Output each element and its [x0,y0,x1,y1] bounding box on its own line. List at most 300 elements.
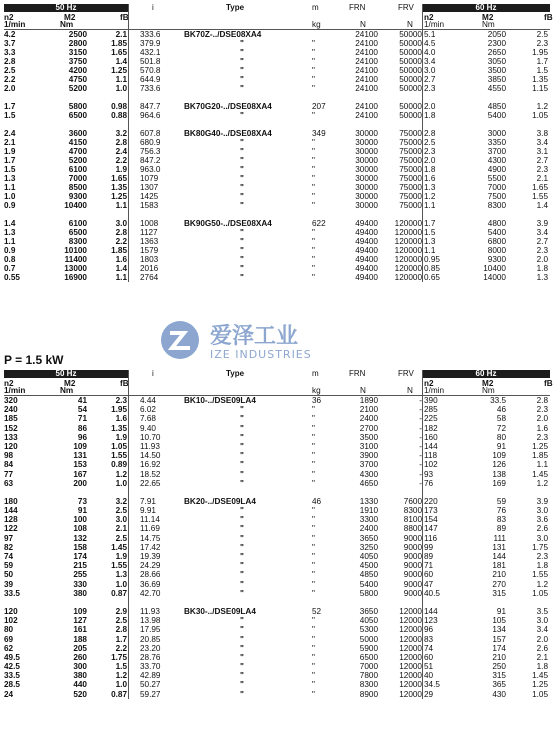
column-divider [422,4,423,282]
cell-i: 4.44 [140,396,156,405]
cell-n2: 144 [4,506,18,516]
cell-m2-60: 91 [496,606,506,616]
cell-m2-60: 430 [492,689,506,699]
cell-m2: 520 [73,689,87,699]
table-row [4,690,550,699]
cell-n2-60: 1.3 [424,237,436,246]
cell-m2-60: 3350 [487,138,506,147]
cell-n2-60: 0.65 [424,273,440,282]
cell-i: 10.70 [140,432,161,442]
cell-n2-60: 1.1 [424,201,436,210]
cell-i: 28.66 [140,570,161,580]
table-row [4,442,550,451]
cell-m2: 8300 [68,237,87,246]
cell-i: 432.1 [140,48,161,57]
cell-frn: 49400 [355,264,378,273]
gear-type: BK70Z-../DSE08XA4 [184,30,262,39]
cell-i: 680.9 [140,138,161,147]
gear-type: BK70G20-../DSE08XA4 [184,102,272,111]
cell-i: 42.70 [140,588,161,598]
cell-m2: 330 [73,579,87,589]
cell-n2: 1.7 [4,102,16,111]
cell-i: 963.0 [140,165,161,174]
cell-m2: 4150 [68,138,87,147]
cell-frn: 24100 [355,102,378,111]
cell-frv: 9000 [403,561,422,571]
table-row [4,147,550,156]
cell-fb-60: 2.6 [536,643,548,653]
table-row [4,433,550,442]
table-row [4,228,550,237]
cell-m2-60: 83 [496,515,506,525]
weight: 36 [312,396,322,405]
ditto-mark: " [312,156,315,165]
cell-frv: 12000 [399,643,422,653]
cell-m2-60: 3700 [487,147,506,156]
cell-frv: 9000 [403,533,422,543]
cell-m2-60: 4850 [487,102,506,111]
cell-n2: 0.9 [4,246,16,255]
table-row [4,479,550,488]
cell-m2-60: 210 [492,570,506,580]
sub-col_fb: fB [120,379,129,388]
ditto-mark: " [240,423,244,433]
cell-m2: 260 [73,652,87,662]
cell-m2-60: 80 [496,432,506,442]
cell-i: 847.2 [140,156,161,165]
cell-fb-60: 1.6 [536,423,548,433]
cell-frn: 24100 [355,48,378,57]
cell-frv: - [419,460,422,470]
cell-frv: - [419,423,422,433]
ditto-mark: " [240,183,244,192]
ditto-mark: " [240,192,244,201]
cell-i: 379.9 [140,39,161,48]
cell-frn: 24100 [355,111,378,120]
unit-u_kg-2: kg [312,20,321,29]
cell-frv: 75000 [399,174,422,183]
ditto-mark: " [312,138,315,147]
cell-fb-60: 3.5 [536,606,548,616]
cell-frv: 9000 [403,579,422,589]
cell-m2: 108 [73,524,87,534]
unit-u_N2-4: N [407,386,413,395]
cell-n2-60: 29 [424,689,434,699]
cell-n2: 128 [4,515,18,525]
table-row [4,644,550,653]
cell-n2: 1.3 [4,174,16,183]
table-row [4,589,550,598]
ditto-mark: " [240,237,244,246]
cell-fb-60: 1.15 [532,84,548,93]
cell-fb-60: 2.7 [536,237,548,246]
cell-n2: 120 [4,606,18,616]
cell-n2: 42.5 [4,662,20,672]
gear-type: BK20-../DSE09LA4 [184,496,256,506]
cell-frv: 50000 [399,111,422,120]
table-row [4,255,550,264]
cell-n2: 102 [4,616,18,626]
cell-frv: - [419,451,422,461]
cell-fb: 0.87 [111,689,127,699]
cell-n2: 49.5 [4,652,20,662]
cell-frn: 2700 [359,423,378,433]
cell-m2-60: 210 [492,652,506,662]
table-row [4,39,550,48]
cell-fb: 1.4 [115,57,127,66]
cell-m2: 167 [73,469,87,479]
table-row [4,524,550,533]
cell-frv: 75000 [399,183,422,192]
cell-fb: 2.5 [115,616,127,626]
cell-m2: 131 [73,451,87,461]
cell-fb-60: 1.75 [532,542,548,552]
cell-frn: 4500 [359,561,378,571]
cell-i: 17.95 [140,625,161,635]
table-row [4,264,550,273]
cell-frv: 50000 [399,57,422,66]
cell-n2-60: 60 [424,652,434,662]
cell-m2-60: 5400 [487,111,506,120]
gear-type: BK10-../DSE09LA4 [184,396,256,405]
weight: 349 [312,129,326,138]
cell-frv: 8800 [403,524,422,534]
cell-m2: 13000 [64,264,87,273]
cell-n2: 2.2 [4,75,16,84]
ditto-mark: " [240,506,244,516]
sub-col_n2: n2 [4,379,14,388]
cell-fb: 0.89 [111,460,127,470]
cell-frv: 9000 [403,570,422,580]
cell-frn: 1330 [359,496,378,506]
cell-fb: 2.8 [115,228,127,237]
cell-fb: 1.0 [115,579,127,589]
ize-watermark-logo [158,318,378,362]
cell-m2: 205 [73,643,87,653]
table-row [4,237,550,246]
cell-fb-60: 2.1 [536,174,548,183]
cell-fb-60: 1.8 [536,561,548,571]
column-divider [128,4,129,282]
table-row [4,580,550,589]
ditto-mark: " [240,570,244,580]
cell-n2: 152 [4,423,18,433]
group-gap [4,93,550,102]
cell-frv: 75000 [399,201,422,210]
ditto-mark: " [312,588,315,598]
column-divider [128,370,129,699]
cell-frv: 8300 [403,506,422,516]
cell-frv: - [419,414,422,424]
cell-fb-60: 1.55 [532,570,548,580]
cell-frn: 24100 [355,84,378,93]
cell-frv: 75000 [399,147,422,156]
cell-frv: 50000 [399,75,422,84]
table-row [4,111,550,120]
cell-i: 756.3 [140,147,161,156]
cell-i: 17.42 [140,542,161,552]
cell-m2-60: 4800 [487,219,506,228]
cell-fb: 1.05 [111,441,127,451]
ditto-mark: " [240,84,244,93]
cell-fb-60: 1.4 [536,201,548,210]
cell-n2: 2.0 [4,84,16,93]
table-row [4,66,550,75]
cell-n2-60: 2.3 [424,84,436,93]
cell-frn: 4300 [359,469,378,479]
cell-frv: 12000 [399,689,422,699]
cell-i: 22.65 [140,478,161,488]
cell-fb-60: 1.2 [536,478,548,488]
ditto-mark: " [312,183,315,192]
cell-frn: 30000 [355,174,378,183]
cell-fb-60: 1.45 [532,671,548,681]
cell-n2-60: 160 [424,432,438,442]
cell-i: 11.14 [140,515,160,525]
cell-frv: 12000 [399,616,422,626]
gear-type: BK30-../DSE09LA4 [184,606,256,616]
cell-m2: 71 [77,414,87,424]
cell-fb: 1.1 [115,201,127,210]
cell-frv: 12000 [399,671,422,681]
table-row [4,165,550,174]
cell-frv: 8100 [403,515,422,525]
cell-n2-60: 102 [424,460,438,470]
cell-n2-60: 1.2 [424,192,436,201]
cell-m2: 188 [73,634,87,644]
cell-i: 501.8 [140,57,161,66]
cell-frn: 30000 [355,129,378,138]
cell-frv: 75000 [399,156,422,165]
cell-frv: 50000 [399,48,422,57]
cell-frv: 75000 [399,129,422,138]
cell-n2-60: 285 [424,405,438,415]
cell-fb: 3.2 [115,129,127,138]
table-row [4,470,550,479]
cell-frv: - [419,405,422,415]
cell-m2: 300 [73,662,87,672]
cell-fb: 2.1 [115,524,127,534]
cell-fb-60: 1.8 [536,264,548,273]
cell-i: 2016 [140,264,159,273]
table-row [4,246,550,255]
ditto-mark: " [240,561,244,571]
cell-fb: 2.5 [115,533,127,543]
cell-i: 1425 [140,192,159,201]
cell-m2-60: 7500 [487,192,506,201]
cell-n2: 2.4 [4,129,16,138]
unit-u_n-0: 1/min [4,386,26,395]
cell-frn: 49400 [355,228,378,237]
group-gap [4,210,550,219]
cell-m2-60: 111 [493,533,506,543]
table-row [4,653,550,662]
sub-col_n2: n2 [4,13,14,22]
table-row [4,607,550,616]
table-row [4,570,550,579]
subheader-row [4,378,553,388]
cell-m2-60: 138 [492,469,506,479]
cell-m2-60: 105 [492,616,506,626]
cell-fb-60: 1.95 [532,48,548,57]
cell-fb: 1.45 [111,542,127,552]
cell-n2: 2.5 [4,66,16,75]
table-row [4,424,550,433]
sub-col_n2-60: n2 [424,379,434,388]
group-gap [4,598,550,607]
cell-frn: 49400 [355,273,378,282]
cell-fb: 3.2 [115,496,127,506]
table-row [4,129,550,138]
col-m: m [312,3,319,12]
weight: 622 [312,219,326,228]
cell-m2: 10400 [64,201,87,210]
ditto-mark: " [312,111,315,120]
table-50hz-60hz-bottom [4,369,553,699]
cell-m2: 4200 [68,66,87,75]
cell-n2-60: 99 [424,542,434,552]
cell-fb: 1.35 [111,423,127,433]
cell-m2: 2500 [68,30,87,39]
cell-fb-60: 2.3 [536,432,548,442]
cell-n2-60: 74 [424,643,434,653]
cell-fb: 2.2 [115,643,127,653]
unit-u_nm-6: Nm [482,386,495,395]
cell-n2-60: 1.7 [424,219,436,228]
table-row [4,635,550,644]
cell-n2: 180 [4,496,18,506]
subheader-row [4,12,553,22]
cell-fb-60: 1.55 [532,192,548,201]
sub-col_fb-60: fB [544,379,553,388]
cell-fb-60: 2.3 [536,405,548,415]
cell-frn: 4850 [359,570,378,580]
cell-fb-60: 2.1 [536,652,548,662]
cell-n2-60: 40 [424,671,434,681]
cell-n2-60: 2.8 [424,129,436,138]
cell-frn: 1890 [359,396,378,405]
cell-frn: 30000 [355,201,378,210]
table-row [4,102,550,111]
cell-n2: 39 [4,579,14,589]
header-row [4,370,550,378]
cell-fb: 1.0 [115,478,127,488]
cell-i: 1307 [140,183,159,192]
cell-fb-60: 1.3 [536,273,548,282]
cell-frv: 120000 [394,255,422,264]
cell-m2-60: 4900 [487,165,506,174]
cell-frv: 12000 [399,606,422,616]
cell-frv: - [419,441,422,451]
cell-fb-60: 2.3 [536,165,548,174]
cell-fb: 1.75 [111,652,127,662]
cell-fb: 2.2 [115,156,127,165]
table-row [4,75,550,84]
ditto-mark: " [240,469,244,479]
cell-i: 1079 [140,174,159,183]
cell-i: 18.52 [140,469,161,479]
cell-fb: 1.4 [115,264,127,273]
ditto-mark: " [240,264,244,273]
cell-frn: 24100 [355,30,378,39]
cell-frv: 120000 [394,264,422,273]
ditto-mark: " [240,405,244,415]
cell-n2-60: 40.5 [424,588,440,598]
ditto-mark: " [312,643,315,653]
cell-n2-60: 116 [424,533,438,543]
cell-fb: 1.0 [115,84,127,93]
cell-n2: 1.3 [4,228,16,237]
ditto-mark: " [312,84,315,93]
cell-n2-60: 390 [424,396,438,405]
cell-n2: 74 [4,552,14,561]
cell-i: 964.6 [140,111,161,120]
cell-m2: 4750 [68,75,87,84]
cell-m2-60: 58 [496,414,506,424]
ditto-mark: " [240,634,244,644]
ditto-mark: " [240,625,244,635]
cell-i: 16.92 [140,460,161,470]
cell-fb-60: 1.35 [532,75,548,84]
cell-fb: 2.4 [115,147,127,156]
table-row [4,534,550,543]
cell-fb-60: 1.1 [536,460,548,470]
cell-n2-60: 96 [424,625,434,635]
cell-n2-60: 60 [424,570,434,580]
cell-i: 13.98 [140,616,161,626]
table-row [4,405,550,414]
cell-n2: 4.2 [4,30,16,39]
cell-fb-60: 3.4 [536,625,548,635]
ditto-mark: " [240,579,244,589]
cell-m2-60: 46 [496,405,506,415]
cell-m2-60: 8000 [487,246,506,255]
cell-frv: 75000 [399,165,422,174]
cell-frn: 4050 [359,616,378,626]
cell-n2-60: 4.0 [424,48,436,57]
cell-frn: 2400 [359,524,378,534]
hz50-header: 50 Hz [4,4,128,12]
cell-n2-60: 1.1 [424,246,436,255]
cell-m2: 96 [77,432,87,442]
cell-n2-60: 76 [424,478,434,488]
cell-i: 9.91 [140,506,156,516]
cell-m2-60: 315 [492,588,506,598]
cell-i: 9.40 [140,423,156,433]
cell-m2: 127 [73,616,87,626]
cell-fb-60: 2.0 [536,414,548,424]
cell-fb: 0.87 [111,588,127,598]
ditto-mark: " [240,228,244,237]
cell-m2-60: 6800 [487,237,506,246]
cell-n2-60: 3.0 [424,66,436,75]
cell-i: 7.68 [140,414,156,424]
cell-m2: 255 [73,570,87,580]
cell-n2: 50 [4,570,14,580]
ditto-mark: " [240,156,244,165]
ditto-mark: " [312,414,315,424]
cell-fb: 2.8 [115,625,127,635]
cell-m2: 4700 [68,147,87,156]
ditto-mark: " [240,478,244,488]
cell-m2-60: 250 [492,662,506,672]
ditto-mark: " [240,48,244,57]
cell-fb: 1.85 [111,246,127,255]
cell-i: 11.93 [140,606,160,616]
ditto-mark: " [240,57,244,66]
cell-frn: 2100 [359,405,378,415]
ditto-mark: " [312,616,315,626]
